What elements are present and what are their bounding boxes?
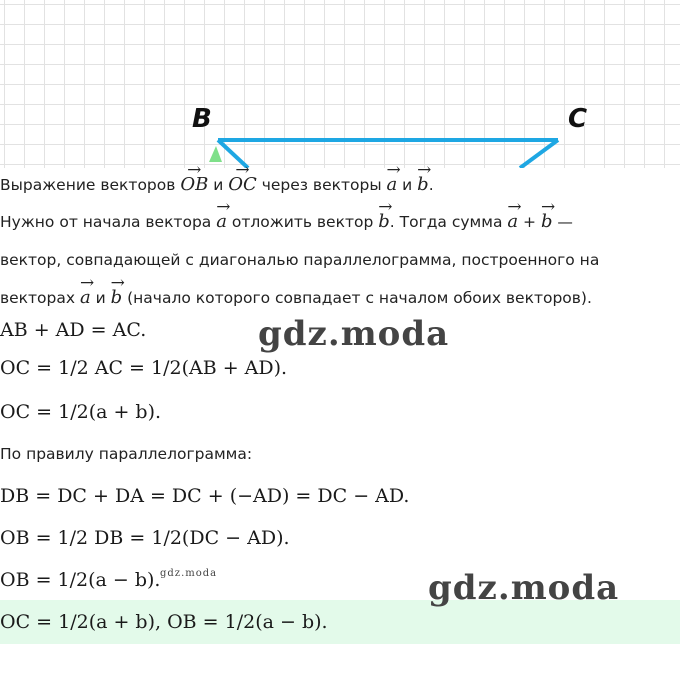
vertex-marker xyxy=(209,146,222,162)
text-fragment: Выражение векторов xyxy=(0,176,181,194)
text-line-2 xyxy=(0,212,573,232)
parallelogram-figure xyxy=(0,0,680,168)
point-b-label: B xyxy=(192,104,212,134)
answer-formula: OC = 1/2(a + b), OB = 1/2(a − b). xyxy=(0,611,328,633)
formula-1: AB + AD = AC. xyxy=(0,319,147,341)
vector-b: → b xyxy=(378,212,390,232)
point-c-label: C xyxy=(568,104,588,134)
watermark-large-2: gdz.moda xyxy=(428,568,620,608)
watermark-large-1: gdz.moda xyxy=(258,314,450,354)
vector-a: → a xyxy=(386,175,397,195)
vector-b: → b xyxy=(417,175,429,195)
segment-c-down xyxy=(520,140,558,168)
text-line-1 xyxy=(0,175,434,195)
formula-5: OB = 1/2 DB = 1/2(DC − AD). xyxy=(0,527,290,549)
text-line-4 xyxy=(0,288,592,308)
text-fragment: . xyxy=(428,176,434,194)
text-fragment: и xyxy=(90,289,111,307)
vector-oc: → OC xyxy=(228,175,257,195)
vector-a: → a xyxy=(507,212,518,232)
figure-grid xyxy=(0,0,680,168)
vector-b: → b xyxy=(541,212,553,232)
text-fragment: (начало которого совпадает с началом обоих векторов). xyxy=(122,289,592,307)
rule-heading: По правилу параллелограмма: xyxy=(0,445,253,463)
text-fragment: и xyxy=(397,176,418,194)
watermark-small: gdz.moda xyxy=(160,568,218,579)
text-fragment: + xyxy=(518,213,541,231)
text-fragment: и xyxy=(208,176,229,194)
text-fragment: Нужно от начала вектора xyxy=(0,213,217,231)
formula-6: OB = 1/2(a − b). xyxy=(0,569,161,591)
text-fragment: . Тогда сумма xyxy=(389,213,508,231)
vector-b: → b xyxy=(111,288,123,308)
text-fragment: векторах xyxy=(0,289,80,307)
vector-a: → a xyxy=(216,212,227,232)
text-fragment: — xyxy=(552,213,573,231)
formula-2: OC = 1/2 AC = 1/2(AB + AD). xyxy=(0,357,288,379)
text-line-3: вектор, совпадающей с диагональю параллелограмма, построенного на xyxy=(0,251,600,269)
vector-ob: → OB xyxy=(180,175,208,195)
vector-a: → a xyxy=(80,288,91,308)
text-fragment: через векторы xyxy=(256,176,387,194)
formula-4: DB = DC + DA = DC + (−AD) = DC − AD. xyxy=(0,485,410,507)
formula-3: OC = 1/2(a + b). xyxy=(0,401,162,423)
text-fragment: отложить вектор xyxy=(226,213,379,231)
